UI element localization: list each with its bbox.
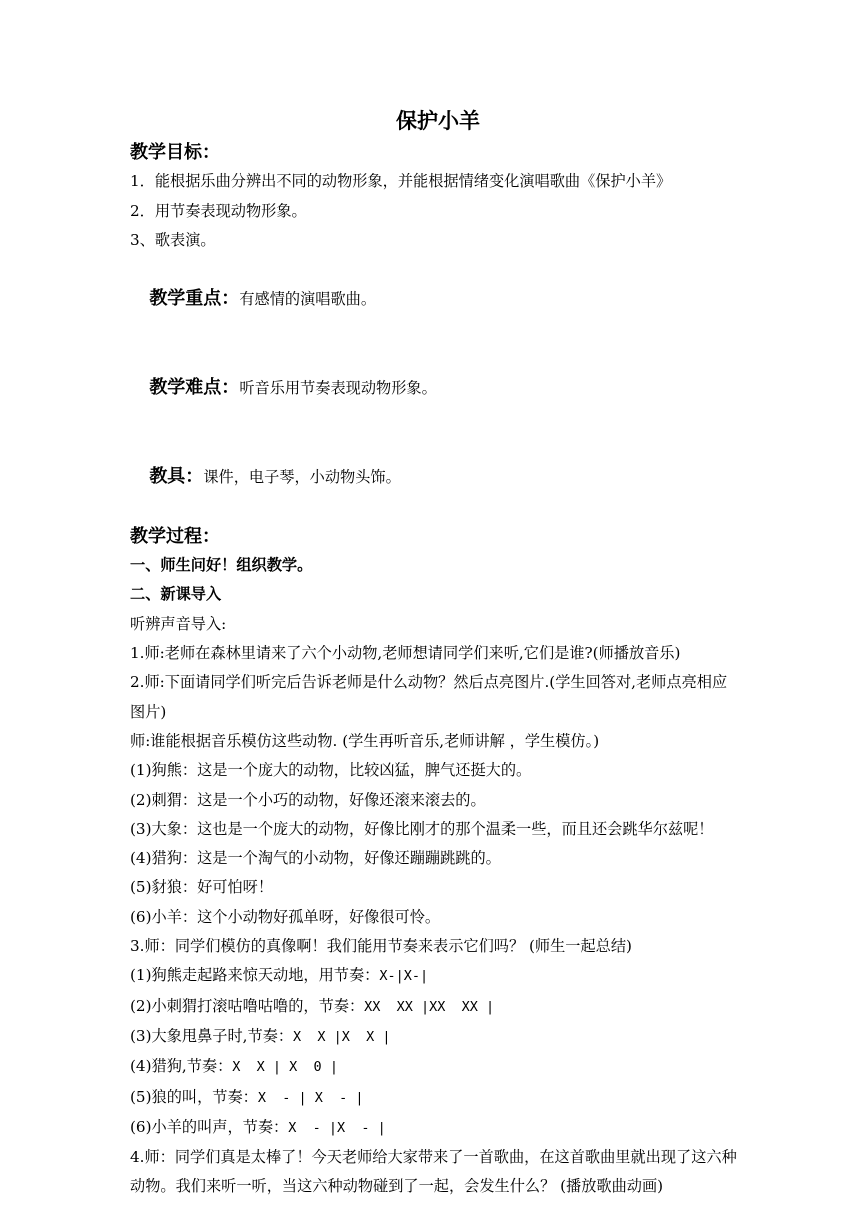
section-heading: 二、新课导入 [130, 585, 222, 604]
rhythm-pattern: XX XX |XX XX | [364, 998, 495, 1015]
tools-label: 教具： [149, 466, 204, 488]
goal-item: 1．能根据乐曲分辨出不同的动物形象，并能根据情绪变化演唱歌曲《保护小羊》 [130, 172, 672, 191]
rhythm-pattern: X - | X - | [257, 1089, 364, 1106]
tools-text: 课件，电子琴，小动物头饰。 [203, 468, 401, 487]
section-heading: 一、师生问好！组织教学。 [130, 556, 313, 575]
tools-row [130, 433, 740, 522]
rhythm-item [130, 1022, 740, 1052]
rhythm-item [130, 1052, 740, 1082]
intro-text: 听辨声音导入: [130, 614, 227, 633]
key-point-row [130, 255, 740, 344]
document-title: 保护小羊 [396, 108, 480, 133]
rhythm-pattern: X X |X X | [293, 1028, 391, 1045]
rhythm-item [130, 1083, 740, 1113]
rhythm-item [130, 1113, 740, 1143]
rhythm-pattern: X-|X-| [379, 968, 429, 985]
rhythm-pattern: X - |X - | [288, 1119, 386, 1136]
rhythm-label: (4)猎狗,节奏： [130, 1057, 233, 1076]
rhythm-label: (2)小刺猬打滚咕噜咕噜的，节奏： [130, 996, 365, 1015]
goal-item: 2．用节奏表现动物形象。 [130, 201, 307, 220]
process-heading: 教学过程： [130, 525, 220, 547]
animal-item: (1)狗熊：这是一个庞大的动物，比较凶猛，脾气还挺大的。 [130, 761, 532, 780]
key-point-text: 有感情的演唱歌曲。 [239, 290, 376, 309]
rhythm-item [130, 961, 740, 991]
animal-item: (4)猎狗：这是一个淘气的小动物，好像还蹦蹦跳跳的。 [130, 849, 501, 868]
step-text: 2.师:下面请同学们听完后告诉老师是什么动物？然后点亮图片.(学生回答对,老师点亮相应图片) [130, 673, 728, 721]
imitate-text: 师:谁能根据音乐模仿这些动物. (学生再听音乐,老师讲解 ，学生模仿。) [130, 731, 600, 750]
rhythm-label: (1)狗熊走起路来惊天动地，用节奏： [130, 966, 380, 985]
animal-item: (6)小羊：这个小动物好孤单呀，好像很可怜。 [130, 907, 441, 926]
step-text: 1.师:老师在森林里请来了六个小动物,老师想请同学们来听,它们是谁?(师播放音乐) [130, 644, 681, 663]
animal-item: (2)刺猬：这是一个小巧的动物，好像还滚来滚去的。 [130, 790, 486, 809]
step-text: 3.师：同学们模仿的真像啊！我们能用节奏来表示它们吗？ (师生一起总结) [130, 937, 632, 956]
animal-item: (3)大象：这也是一个庞大的动物，好像比刚才的那个温柔一些，而且还会跳华尔兹呢！ [130, 819, 714, 838]
goals-heading: 教学目标： [130, 142, 220, 163]
difficulty-label: 教学难点： [149, 377, 240, 399]
animal-item: (5)豺狼：好可怕呀！ [130, 878, 274, 897]
difficulty-text: 听音乐用节奏表现动物形象。 [239, 379, 437, 398]
key-point-label: 教学重点： [149, 288, 240, 310]
difficulty-row [130, 344, 740, 433]
rhythm-label: (6)小羊的叫声，节奏： [130, 1117, 289, 1136]
goal-item: 3、歌表演。 [130, 230, 216, 249]
document-page [130, 104, 740, 1202]
rhythm-label: (3)大象甩鼻子时,节奏： [130, 1026, 294, 1045]
rhythm-pattern: X X | X 0 | [232, 1059, 338, 1076]
step-text: 4.师：同学们真是太棒了！今天老师给大家带来了一首歌曲，在这首歌曲里就出现了这六种动物。我们来听一听，当这六种动物碰到了一起，会发生什么？ (播放歌曲动画) [130, 1148, 737, 1196]
rhythm-label: (5)狼的叫，节奏： [130, 1087, 258, 1106]
rhythm-item [130, 992, 740, 1022]
